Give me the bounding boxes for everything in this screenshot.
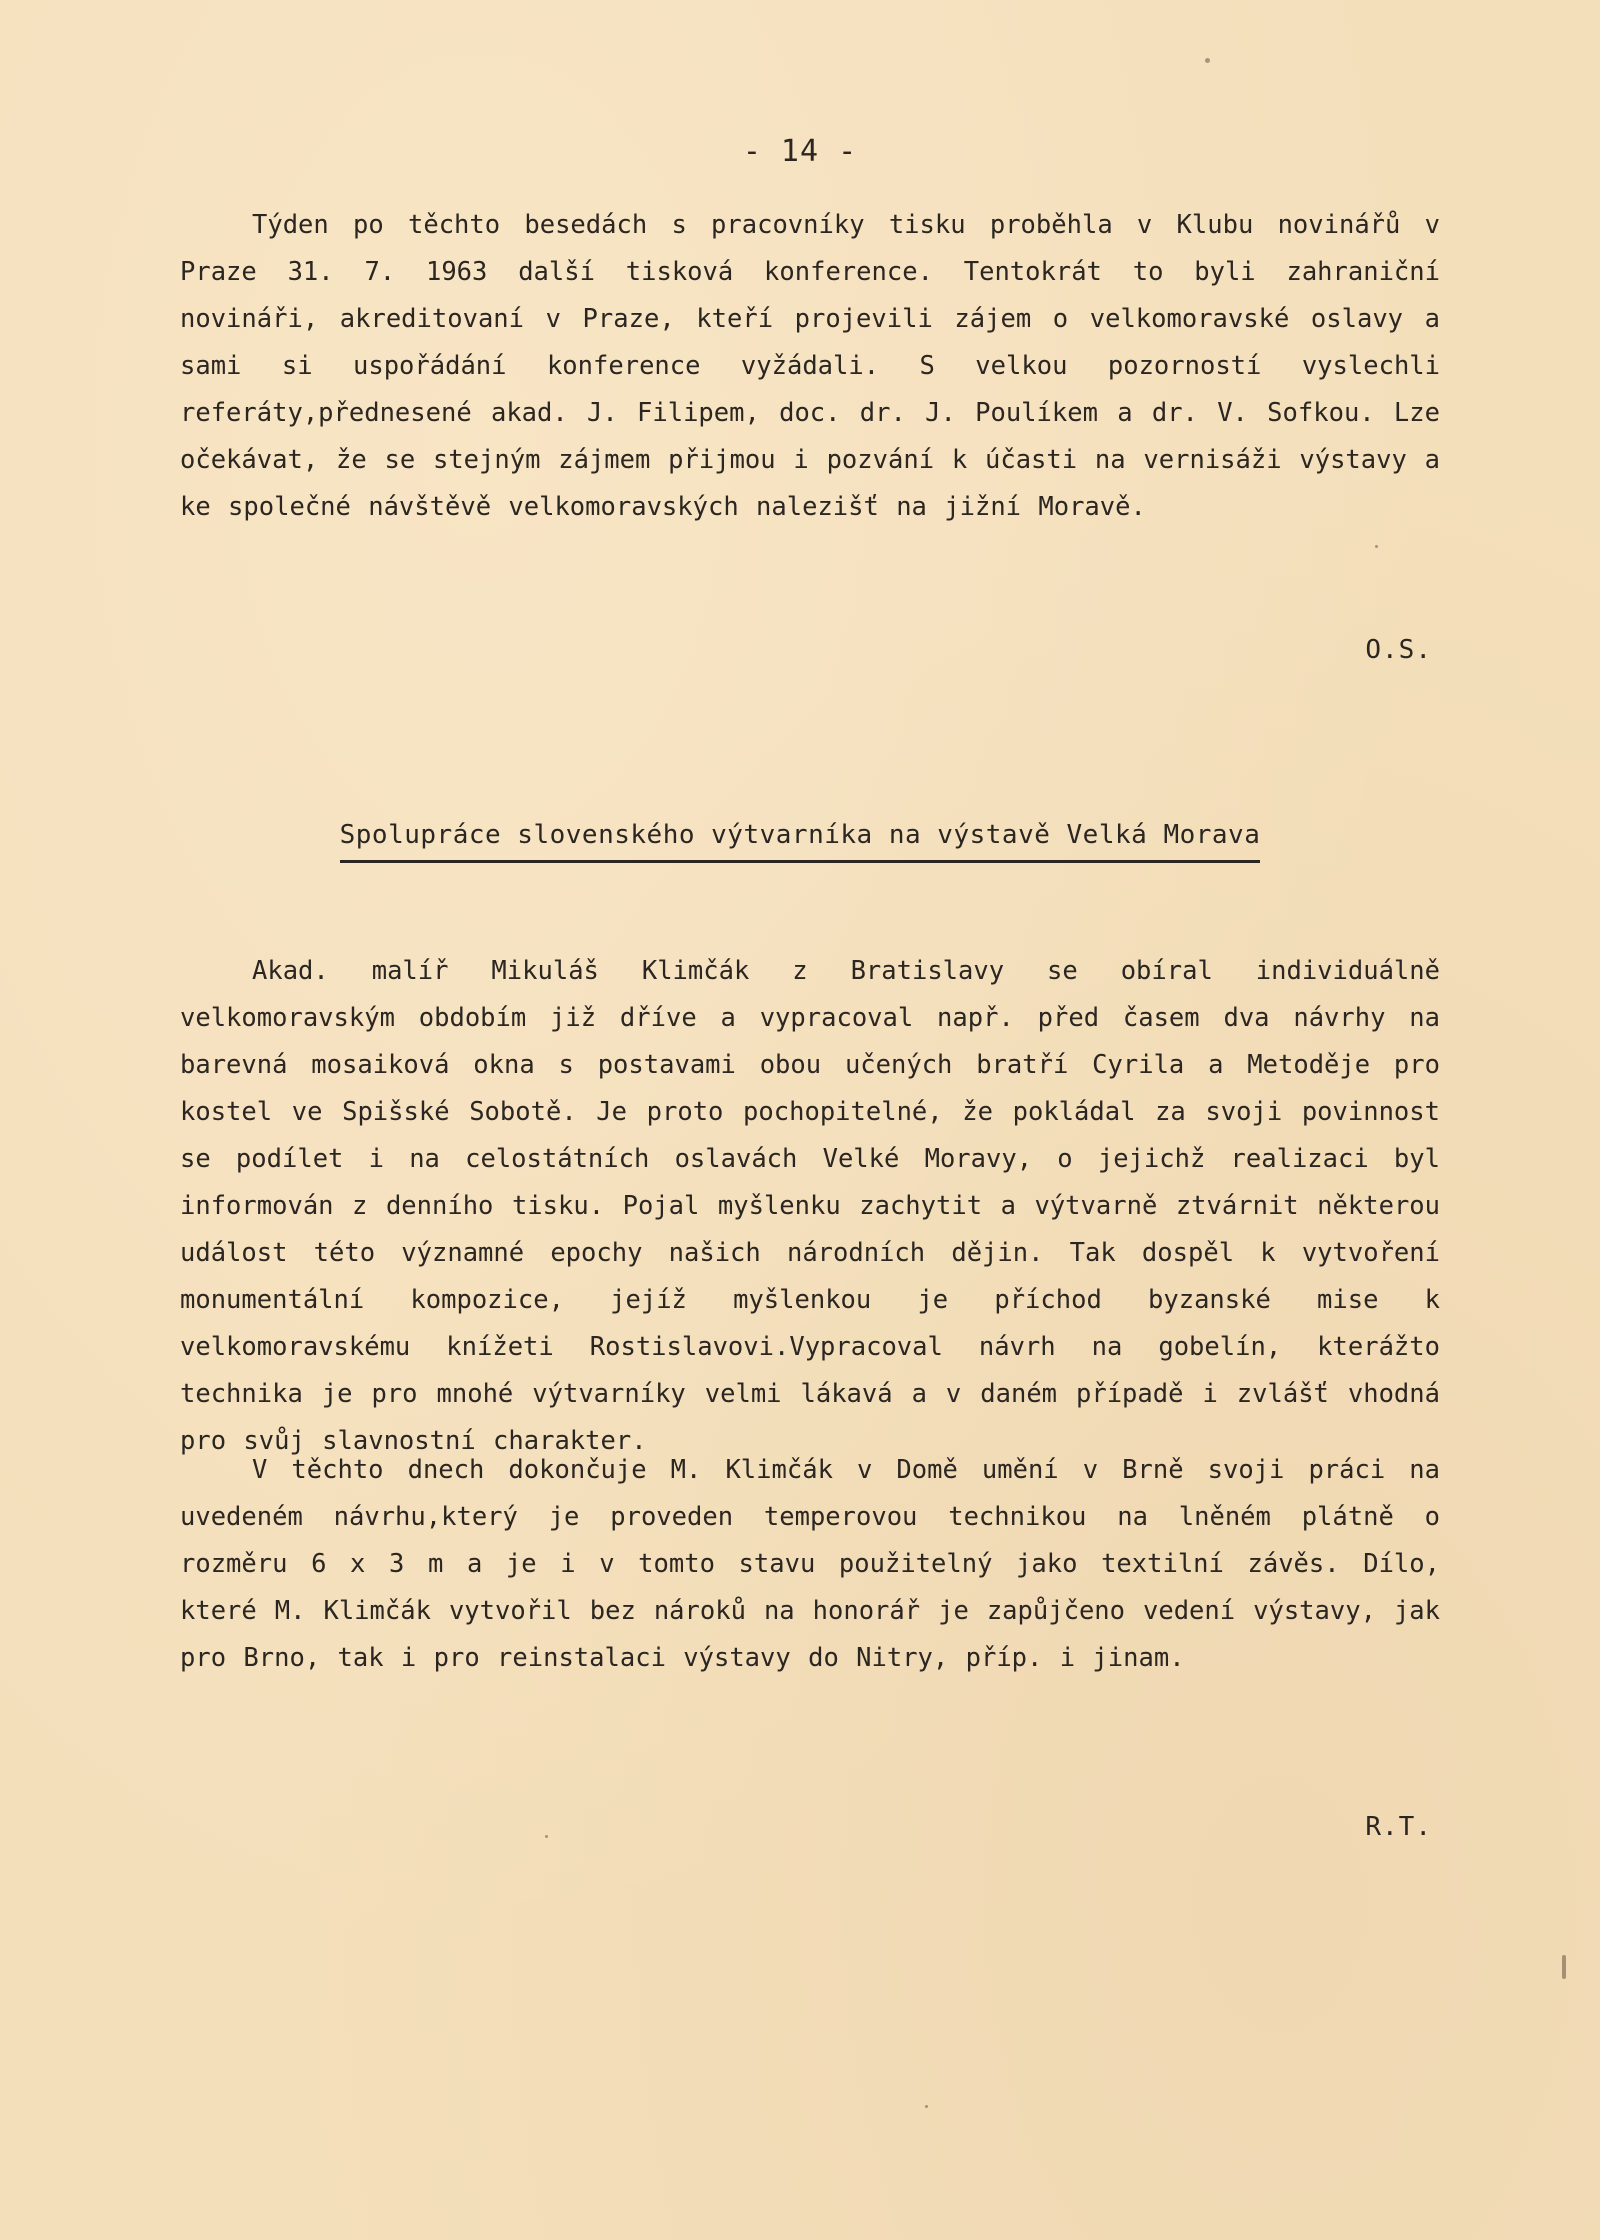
paper-speck bbox=[925, 2105, 928, 2108]
author-initials-rt: R.T. bbox=[1365, 1812, 1432, 1842]
paper-speck bbox=[1562, 1955, 1566, 1979]
author-initials-os: O.S. bbox=[1365, 635, 1432, 665]
page-number: - 14 - bbox=[742, 134, 858, 169]
klimcak-paragraph: Akad. malíř Mikuláš Klimčák z Bratislavy se obíral individuálně velkomoravským obdobím již dříve a vypracoval např. před časem dva návrhy na barevná mosaiková okna s postavami obou učených bratří Cyrila a Metoděje pro kostel ve Spišské Sobotě. Je proto pochopitelné, že pokládal za svoji povinnost se podílet i na celostátních oslavách Velké Moravy, o jejichž realizaci byl informován z denního tisku. Pojal myšlenku zachytit a výtvarně ztvárnit některou událost této významné epochy našich národních dějin. Tak dospěl k vytvoření monumentální kompozice, jejíž myšlenkou je příchod byzanské mise k velkomoravskému knížeti Rostislavovi.Vypracoval návrh na gobelín, kterážto technika je pro mnohé výtvarníky velmi lákavá a v daném případě i zvlášť vhodná pro svůj slavnostní charakter. bbox=[180, 956, 1440, 1456]
section-heading: Spolupráce slovenského výtvarníka na výstavě Velká Morava bbox=[340, 820, 1261, 863]
klimcak-work-paragraph: V těchto dnech dokončuje M. Klimčák v Domě umění v Brně svoji práci na uvedeném návrhu,který je proveden temperovou technikou na lněném plátně o rozměru 6 x 3 m a je i v tomto stavu použitelný jako textilní závěs. Dílo, které M. Klimčák vytvořil bez nároků na honorář je zapůjčeno vedení výstavy, jak pro Brno, tak i pro reinstalaci výstavy do Nitry, příp. i jinam. bbox=[180, 1455, 1440, 1673]
press-conference-paragraph: Týden po těchto besedách s pracovníky tisku proběhla v Klubu novinářů v Praze 31. 7. 1963 další tisková konference. Tentokrát to byli zahraniční novináři, akreditovaní v Praze, kteří projevili zájem o velkomoravské oslavy a sami si uspořádání konference vyžádali. S velkou pozorností vyslechli referáty,přednesené akad. J. Filipem, doc. dr. J. Poulíkem a dr. V. Sofkou. Lze očekávat, že se stejným zájmem přijmou i pozvání k účasti na vernisáži výstavy a ke společné návštěvě velkomoravských nalezišť na jižní Moravě. bbox=[180, 210, 1440, 522]
paper-speck bbox=[1375, 545, 1378, 548]
paper-speck bbox=[545, 1835, 548, 1838]
section-heading-wrapper bbox=[0, 820, 1600, 863]
paper-speck bbox=[1205, 58, 1210, 63]
